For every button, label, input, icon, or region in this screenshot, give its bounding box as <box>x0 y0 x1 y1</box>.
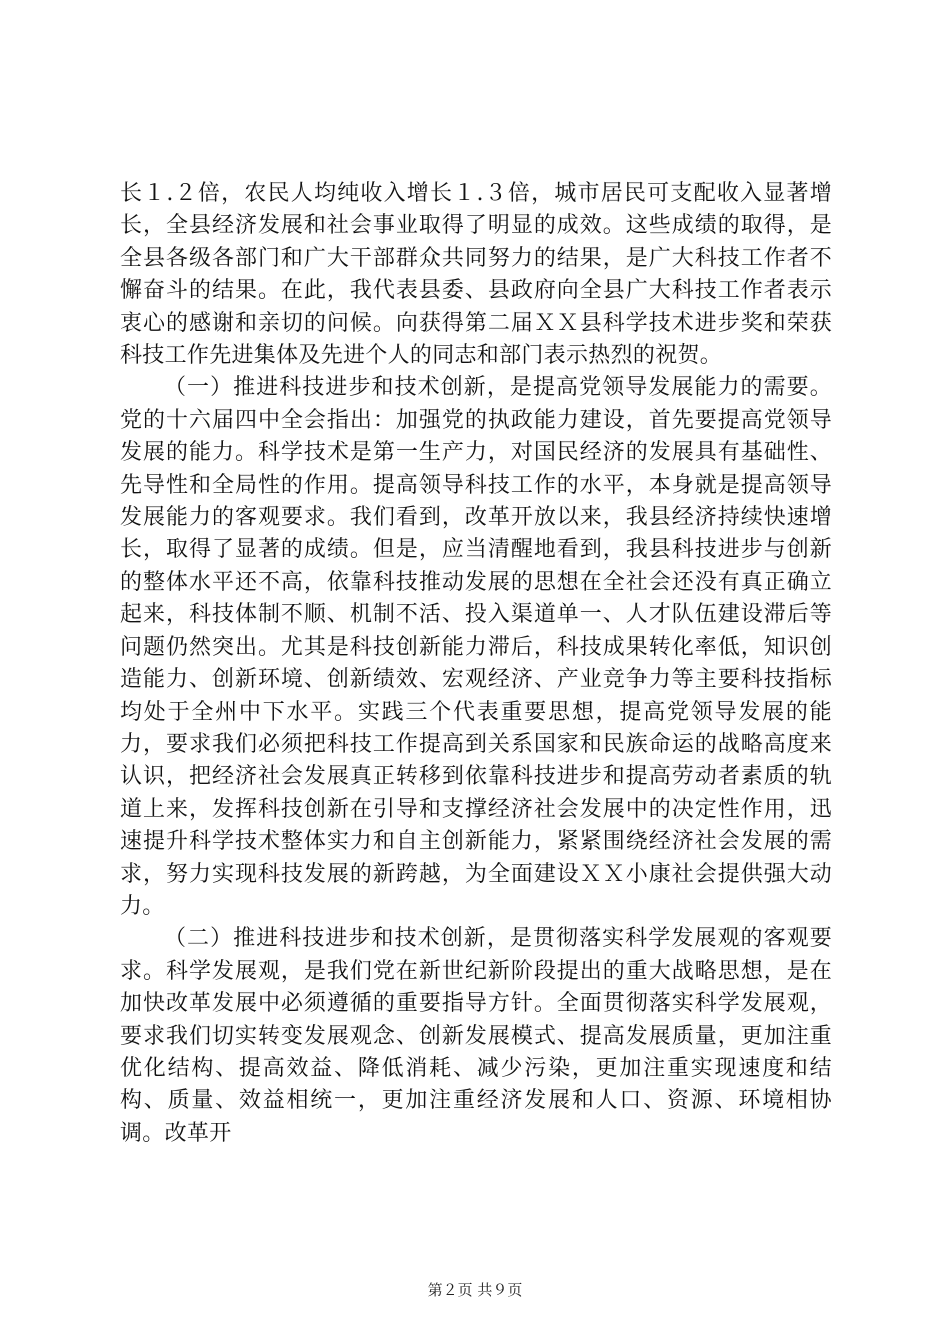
paragraph-continuation: 长１.２倍，农民人均纯收入增长１.３倍，城市居民可支配收入显著增长，全县经济发展和社会事业取得了明显的成效。这些成绩的取得，是全县各级各部门和广大干部群众共同努力的结果，是广大科技工作者不懈奋斗的结果。在此，我代表县委、县政府向全县广大科技工作者表示衷心的感谢和亲切的问候。向获得第二届ＸＸ县科学技术进步奖和荣获科技工作先进集体及先进个人的同志和部门表示热烈的祝贺。 <box>120 181 832 369</box>
paragraph-section-one: （一）推进科技进步和技术创新，是提高党领导发展能力的需要。党的十六届四中全会指出：加强党的执政能力建设，首先要提高党领导发展的能力。科学技术是第一生产力，对国民经济的发展具有基础性、先导性和全局性的作用。提高领导科技工作的水平，本身就是提高领导发展能力的客观要求。我们看到，改革开放以来，我县经济持续快速增长，取得了显著的成绩。但是，应当清醒地看到，我县科技进步与创新的整体水平还不高，依靠科技推动发展的思想在全社会还没有真正确立起来，科技体制不顺、机制不活、投入渠道单一、人才队伍建设滞后等问题仍然突出。尤其是科技创新能力滞后，科技成果转化率低，知识创造能力、创新环境、创新绩效、宏观经济、产业竞争力等主要科技指标均处于全州中下水平。实践三个代表重要思想，提高党领导发展的能力，要求我们必须把科技工作提高到关系国家和民族命运的战略高度来认识，把经济社会发展真正转移到依靠科技进步和提高劳动者素质的轨道上来，发挥科技创新在引导和支撑经济社会发展中的决定性作用，迅速提升科学技术整体实力和自主创新能力，紧紧围绕经济社会发展的需求，努力实现科技发展的新跨越，为全面建设ＸＸ小康社会提供强大动力。 <box>120 375 832 919</box>
page-footer <box>0 1280 950 1300</box>
document-body <box>120 178 832 1150</box>
page-number-label: 第２页 共９页 <box>427 1281 523 1299</box>
paragraph-section-two: （二）推进科技进步和技术创新，是贯彻落实科学发展观的客观要求。科学发展观，是我们党在新世纪新阶段提出的重大战略思想，是在加快改革发展中必须遵循的重要指导方针。全面贯彻落实科学发展观，要求我们切实转变发展观念、创新发展模式、提高发展质量，更加注重优化结构、提高效益、降低消耗、减少污染，更加注重实现速度和结构、质量、效益相统一，更加注重经济发展和人口、资源、环境相协调。改革开 <box>120 926 832 1146</box>
